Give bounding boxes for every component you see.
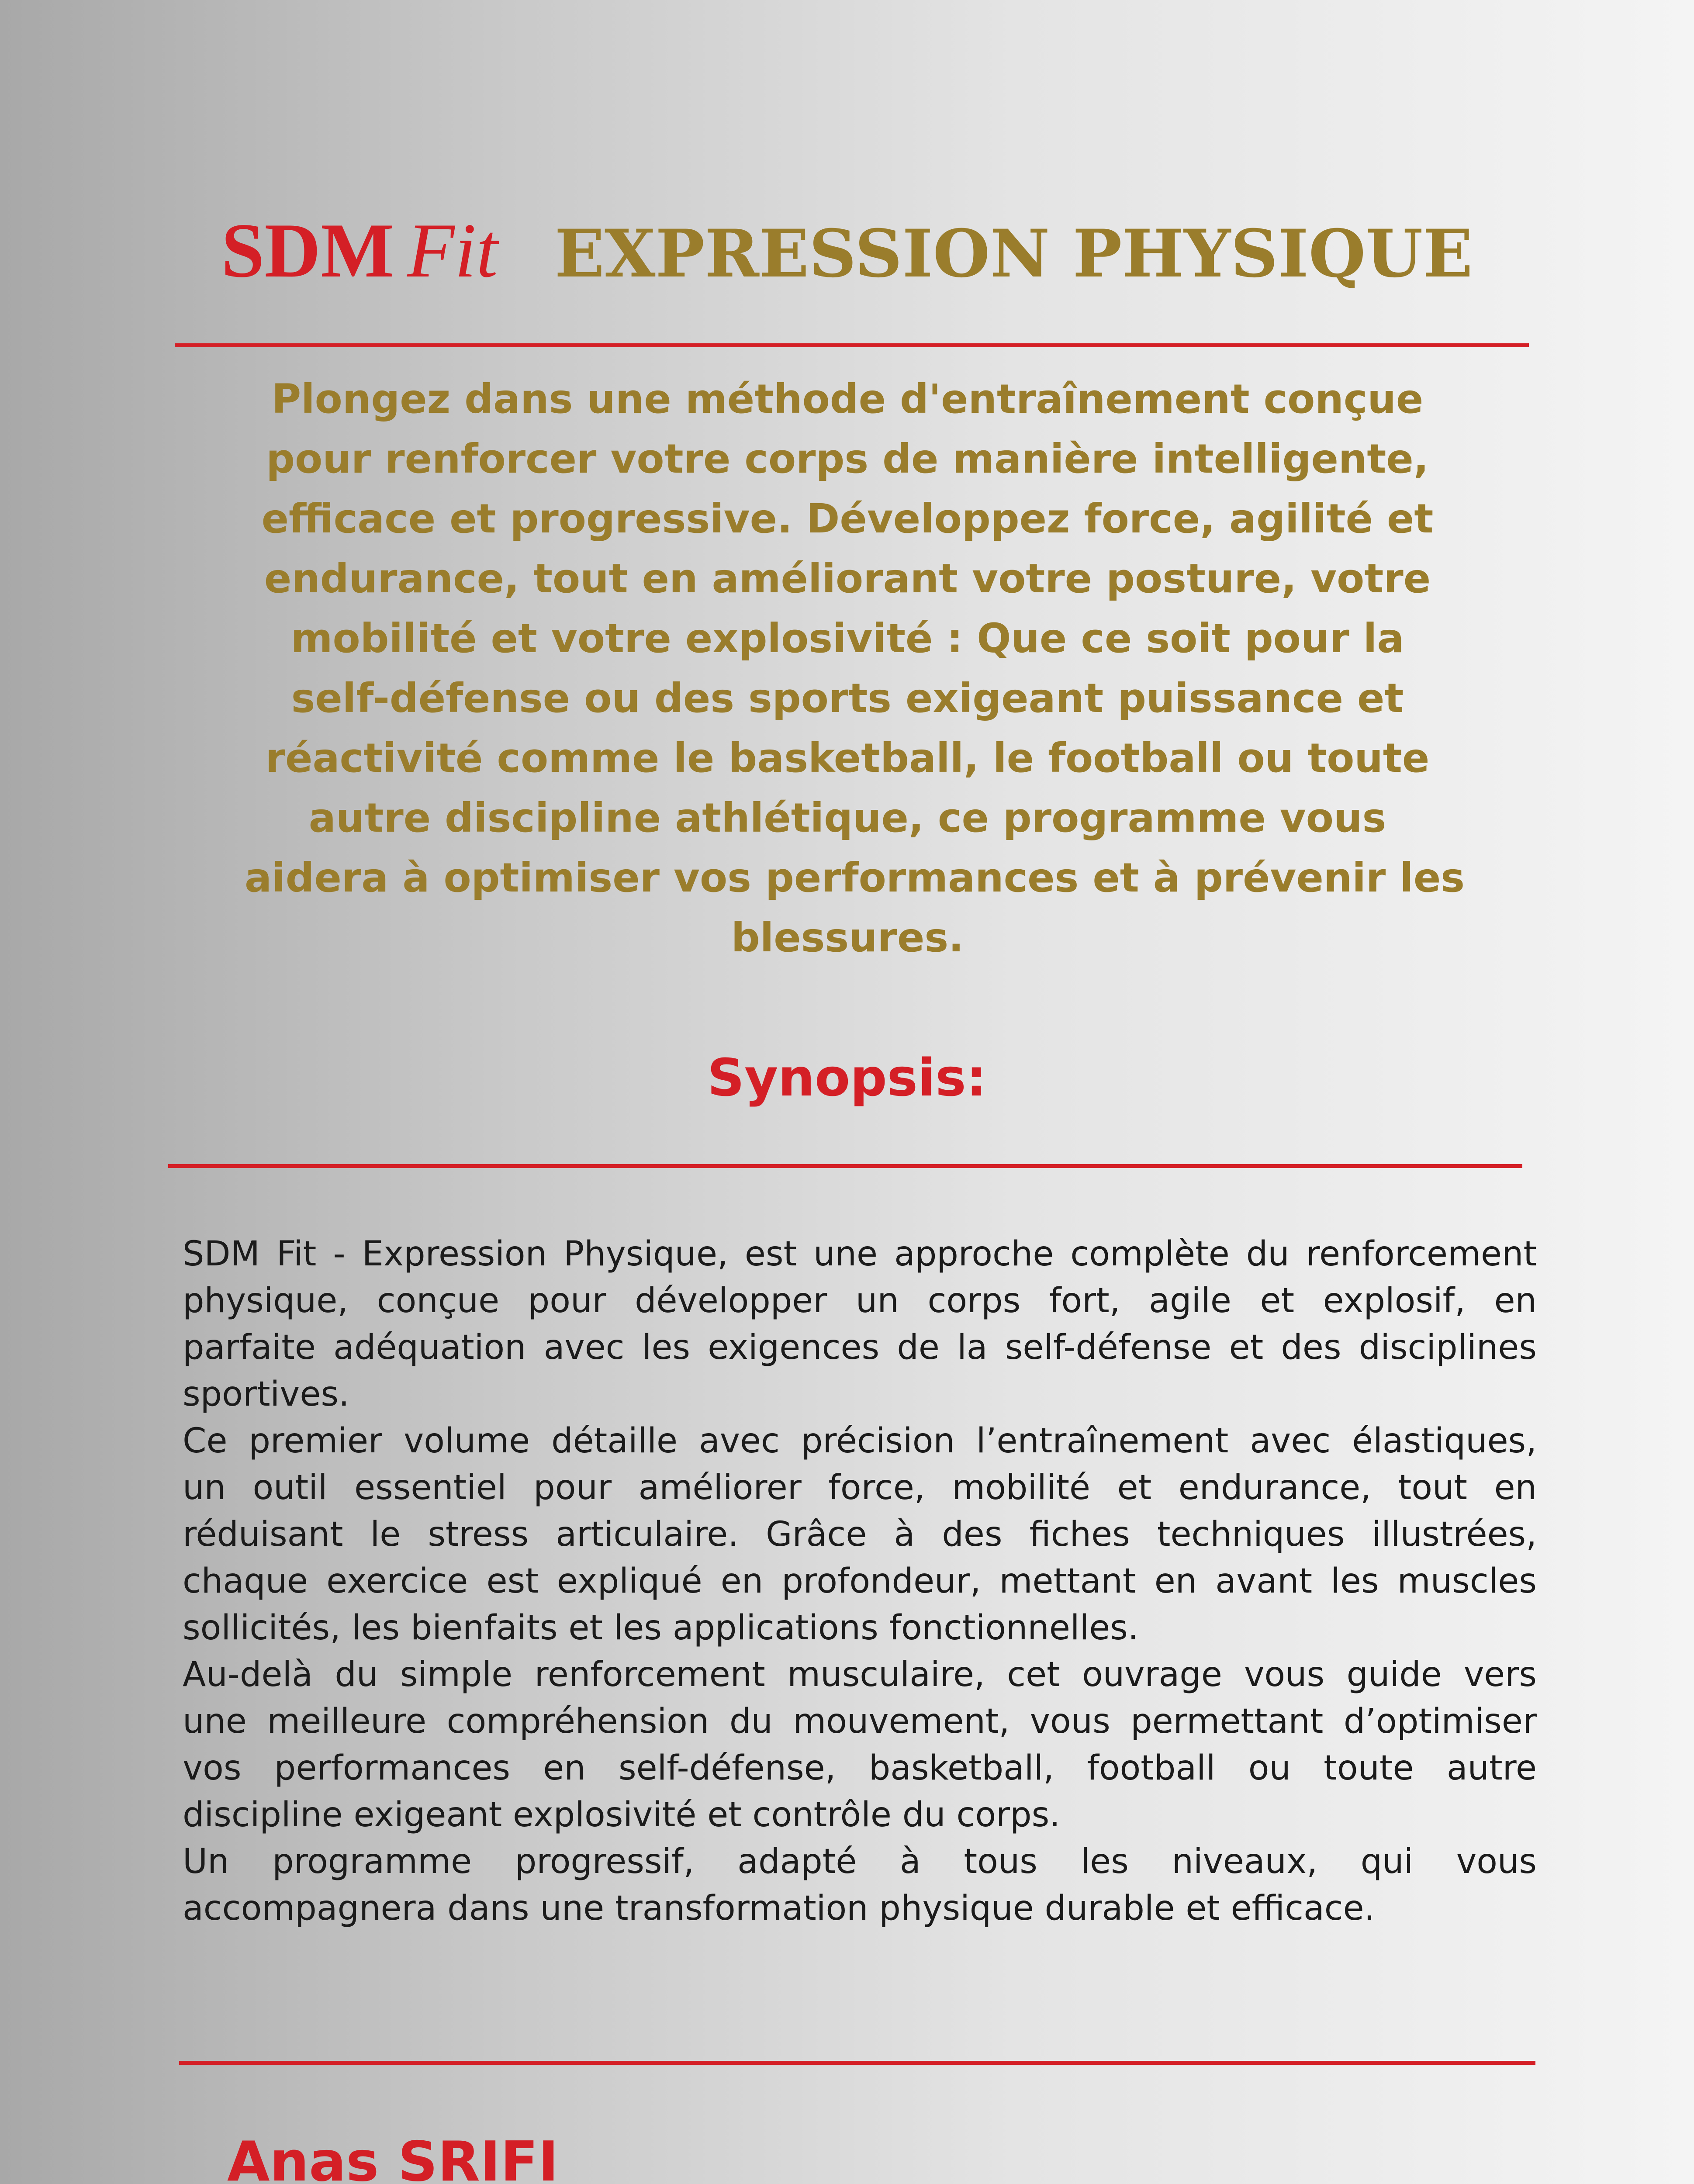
intro-line: Plongez dans une méthode d'entraînement conçue <box>271 376 1424 422</box>
synopsis-line: accompagnera dans une transformation physique durable et efficace. <box>183 1889 1375 1928</box>
synopsis-line: SDM Fit - Expression Physique, est une approche complète du renforcement <box>183 1234 1537 1274</box>
synopsis-line: vos performances en self-défense, basketball, football ou toute autre <box>183 1749 1537 1788</box>
title-subtitle: EXPRESSION PHYSIQUE <box>554 215 1473 292</box>
divider-bottom <box>179 2061 1535 2065</box>
synopsis-line: discipline exigeant explosivité et contrôle du corps. <box>183 1795 1061 1835</box>
intro-line: aidera à optimiser vos performances et à prévenir les <box>245 854 1465 901</box>
synopsis-line: chaque exercice est expliqué en profondeur, mettant en avant les muscles <box>183 1562 1537 1601</box>
synopsis-line: parfaite adéquation avec les exigences de la self-défense et des disciplines <box>183 1328 1537 1367</box>
synopsis-line: sollicités, les bienfaits et les applications fonctionnelles. <box>183 1608 1139 1648</box>
divider-synopsis <box>168 1164 1522 1168</box>
divider-top <box>175 343 1529 347</box>
intro-line: réactivité comme le basketball, le football ou toute <box>265 735 1430 781</box>
synopsis-line: un outil essentiel pour améliorer force, mobilité et endurance, tout en <box>183 1468 1537 1507</box>
intro-line: pour renforcer votre corps de manière intelligente, <box>266 435 1429 482</box>
synopsis-body <box>183 1231 1537 1932</box>
page-title <box>0 205 1694 295</box>
intro-line: autre discipline athlétique, ce programme vous <box>308 795 1386 841</box>
synopsis-line: Au-delà du simple renforcement musculaire, cet ouvrage vous guide vers <box>183 1655 1537 1694</box>
intro-line: blessures. <box>731 914 964 961</box>
author-name: Anas SRIFI <box>227 2129 559 2184</box>
synopsis-heading: Synopsis: <box>707 1047 987 1108</box>
brand-fit: Fit <box>407 207 498 294</box>
synopsis-line: réduisant le stress articulaire. Grâce à des fiches techniques illustrées, <box>183 1515 1537 1554</box>
synopsis-line: sportives. <box>183 1375 349 1414</box>
intro-line: self-défense ou des sports exigeant puissance et <box>291 675 1404 722</box>
synopsis-line: Ce premier volume détaille avec précision l’entraînement avec élastiques, <box>183 1421 1537 1461</box>
intro-line: efficace et progressive. Développez force, agilité et <box>261 495 1434 542</box>
synopsis-line: physique, conçue pour développer un corps fort, agile et explosif, en <box>183 1281 1537 1320</box>
intro-line: endurance, tout en améliorant votre posture, votre <box>264 555 1431 602</box>
synopsis-line: Un programme progressif, adapté à tous les niveaux, qui vous <box>183 1842 1537 1881</box>
synopsis-line: une meilleure compréhension du mouvement, vous permettant d’optimiser <box>183 1702 1537 1741</box>
brand-sdm: SDM <box>221 207 394 294</box>
intro-line: mobilité et votre explosivité : Que ce soit pour la <box>290 615 1404 662</box>
intro-paragraph <box>245 369 1465 968</box>
